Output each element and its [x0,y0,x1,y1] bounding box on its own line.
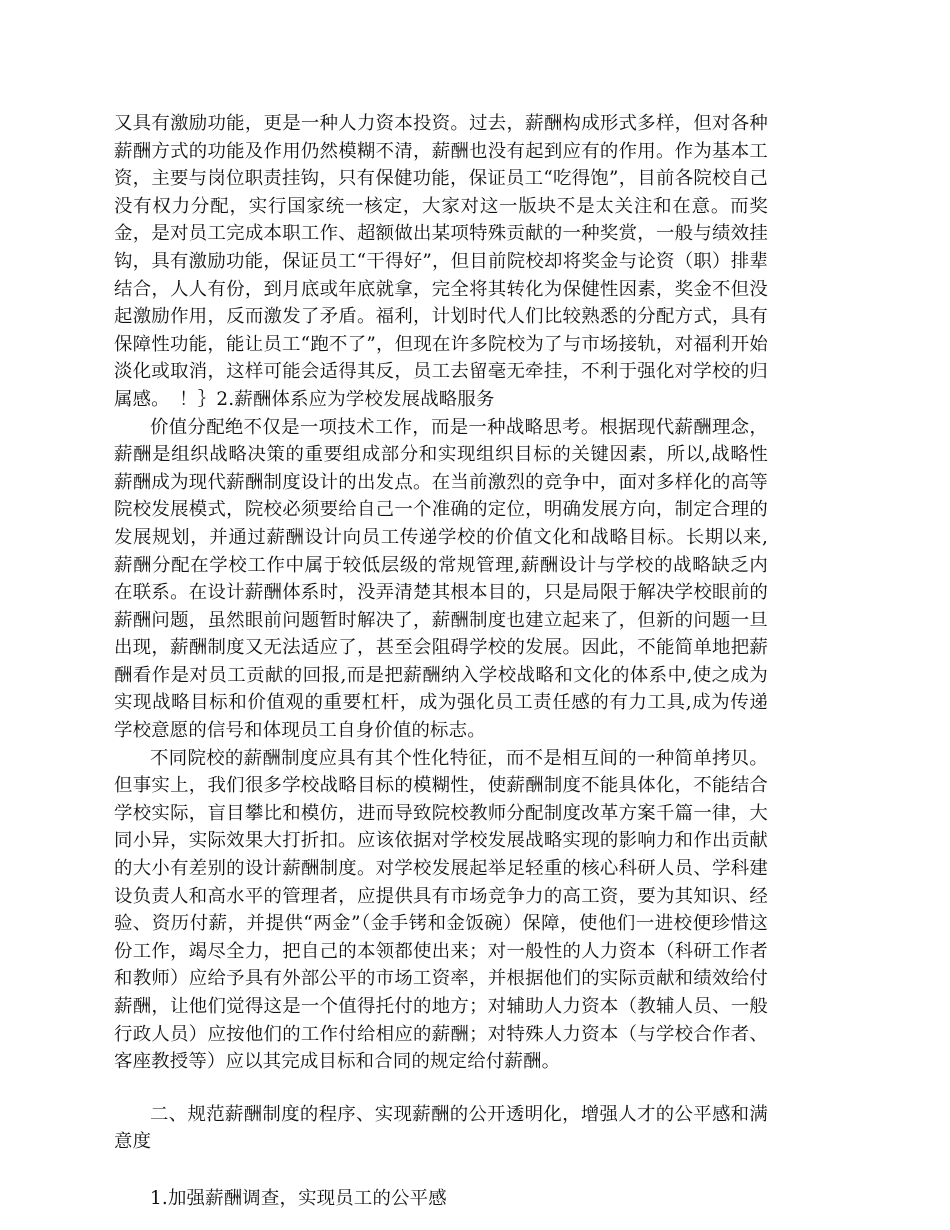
paragraph-1 [114,110,768,414]
paragraph-1-text: 又具有激励功能，更是一种人力资本投资。过去，薪酬构成形式多样，但对各种薪酬方式的功能及作用仍然模糊不清，薪酬也没有起到应有的作用。作为基本工资，主要与岗位职责挂钩，只有保健功能，保证员工“吃得饱”，目前各院校自己没有权力分配，实行国家统一核定，大家对这一版块不是太关注和在意。而奖金，是对员工完成本职工作、超额做出某项特殊贡献的一种奖赏，一般与绩效挂钩，具有激励功能，保证员工“干得好”，但目前院校却将奖金与论资（职）排辈结合，人人有份，到月底或年底就拿，完全将其转化为保健性因素，奖金不但没起激励作用，反而激发了矛盾。福利，计划时代人们比较熟悉的分配方式，具有保障性功能，能让员工“跑不了”，但现在许多院校为了与市场接轨，对福利开始淡化或取消，这样可能会适得其反，员工去留毫无牵挂，不利于强化对学校的归属感。 [114,113,768,410]
sub-heading: 1.加强薪酬调查，实现员工的公平感 [150,1187,447,1209]
paragraph-2: 价值分配绝不仅是一项技术工作，而是一种战略思考。根据现代薪酬理念，薪酬是组织战略决策的重要组成部分和实现组织目标的关键因素，所以,战略性薪酬成为现代薪酬制度设计的出发点。在当前激烈的竞争中，面对多样化的高等院校发展模式，院校必须要给自己一个准确的定位，明确发展方向，制定合理的发展规划，并通过薪酬设计向员工传递学校的价值文化和战略目标。长期以来,薪酬分配在学校工作中属于较低层级的常规管理,薪酬设计与学校的战略缺乏内在联系。在设计薪酬体系时，没弄清楚其根本目的，只是局限于解决学校眼前的薪酬问题，虽然眼前问题暂时解决了，薪酬制度也建立起来了，但新的问题一旦出现，薪酬制度又无法适应了，甚至会阻碍学校的发展。因此，不能简单地把薪酬看作是对员工贡献的回报,而是把薪酬纳入学校战略和文化的体系中,使之成为实现战略目标和价值观的重要杠杆，成为强化员工责任感的有力工具,成为传递学校意愿的信号和体现员工自身价值的标志。 [114,416,768,742]
inline-heading-strategy: ！｝2.薪酬体系应为学校发展战略服务 [179,388,495,410]
document-page [114,110,768,1213]
section-heading: 二、规范薪酬制度的程序、实现薪酬的公开透明化，增强人才的公平感和满意度 [114,1103,768,1153]
paragraph-3: 不同院校的薪酬制度应具有其个性化特征，而不是相互间的一种简单拷贝。但事实上，我们很多学校战略目标的模糊性，使薪酬制度不能具体化，不能结合学校实际，盲目攀比和模仿，进而导致院校教师分配制度改革方案千篇一律，大同小异，实际效果大打折扣。应该依据对学校发展战略实现的影响力和作出贡献的大小有差别的设计薪酬制度。对学校发展起举足轻重的核心科研人员、学科建设负责人和高水平的管理者，应提供具有市场竞争力的高工资，要为其知识、经验、资历付薪，并提供“两金”（金手铐和金饭碗）保障，使他们一进校便珍惜这份工作，竭尽全力，把自己的本领都使出来；对一般性的人力资本（科研工作者和教师）应给予具有外部公平的市场工资率，并根据他们的实际贡献和绩效给付薪酬，让他们觉得这是一个值得托付的地方；对辅助人力资本（教辅人员、一般行政人员）应按他们的工作付给相应的薪酬；对特殊人力资本（与学校合作者、客座教授等）应以其完成目标和合同的规定给付薪酬。 [114,747,768,1073]
